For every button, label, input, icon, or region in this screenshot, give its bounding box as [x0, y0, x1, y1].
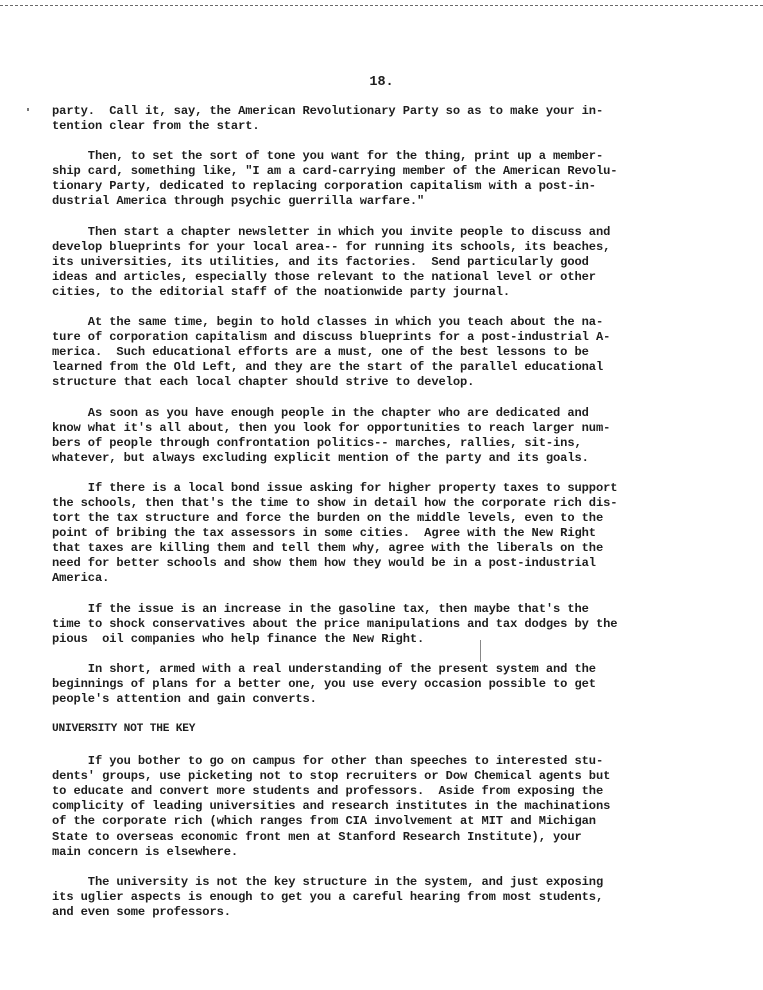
paragraph-gasoline-tax: If the issue is an increase in the gasoline tax, then maybe that's the time to shock conservatives about the price manipulations and tax dodges by the pious oil companies who help finance the New Right.	[52, 601, 618, 646]
page-top-edge	[0, 0, 763, 6]
paragraph-chapter-newsletter: Then start a chapter newsletter in which you invite people to discuss and develop blueprints for your local area-- for running its schools, its beaches, its universities, its utilities, and its factories. Send particularly good ideas and articles, especially those relevant to the national level or other cities, to the editorial staff of the noationwide party journal.	[52, 224, 611, 299]
paragraph-classes: At the same time, begin to hold classes in which you teach about the na- ture of corporation capitalism and discuss blueprints for a post-industrial A- merica. Such educational efforts are a must, one of the best lessons to be learned from the Old Left, and they are the start of the parallel educational structure that each local chapter should strive to develop.	[52, 315, 611, 390]
paragraph-party-name: party. Call it, say, the American Revolutionary Party so as to make your in- tention clear from the start.	[52, 104, 604, 134]
margin-mark	[27, 108, 29, 111]
paragraph-university-not-key: The university is not the key structure in the system, and just exposing its uglier aspects is enough to get you a careful hearing from most students, and even some professors.	[52, 874, 604, 919]
page-number: 18.	[369, 75, 394, 90]
paragraph-membership-card: Then, to set the sort of tone you want for the thing, print up a member- ship card, something like, "I am a card-carrying member of the American Revolu- tionary Party, dedicated to replacing corporation capitalism with a post-in- dustrial America through psychic guerrilla warfare."	[52, 149, 618, 209]
paragraph-confrontation-politics: As soon as you have enough people in the chapter who are dedicated and know what it's all about, then you look for opportunities to reach larger num- bers of people through confrontation politics-- marches, rallies, sit-ins, whatever, but always excluding explicit mention of the party and its goals.	[52, 405, 611, 465]
section-heading: UNIVERSITY NOT THE KEY	[52, 723, 196, 736]
paragraph-campus: If you bother to go on campus for other than speeches to interested stu- dents' groups, use picketing not to stop recruiters or Dow Chemical agents but to educate and convert more students and professors. Aside from exposing the complicity of leading universities and research institutes in the machinations of the corporate rich (which ranges from CIA involvement at MIT and Michigan State to overseas economic front men at Stanford Research Institute), your main concern is elsewhere.	[52, 754, 611, 859]
document-body	[52, 104, 652, 935]
paragraph-bond-issue: If there is a local bond issue asking for higher property taxes to support the schools, then that's the time to show in detail how the corporate rich dis- tort the tax structure and force the burden on the middle levels, even to the point of bribing the tax assessors in some cities. Agree with the New Right that taxes are killing them and tell them why, agree with the liberals on the need for better schools and show them how they would be in a post-industrial America.	[52, 480, 618, 586]
paragraph-in-short: In short, armed with a real understanding of the present system and the beginnings of plans for a better one, you use every occasion possible to get people's attention and gain converts.	[52, 661, 596, 706]
